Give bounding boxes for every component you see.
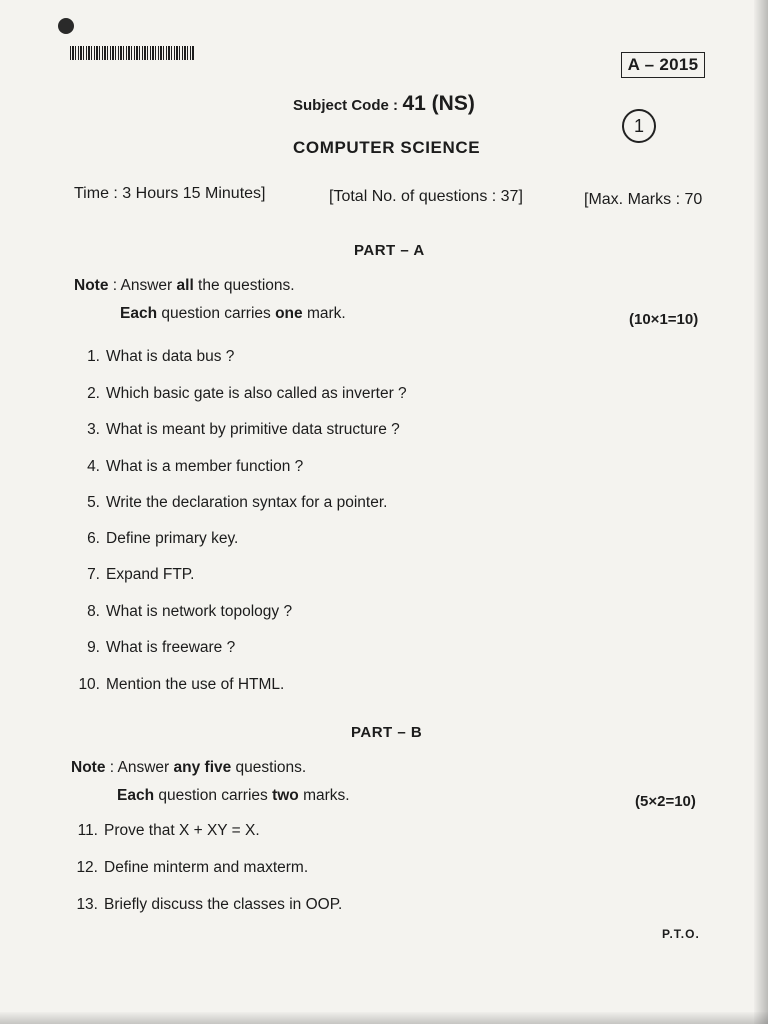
question-item xyxy=(70,822,260,840)
question-text: Expand FTP. xyxy=(106,566,195,583)
note-text: the questions. xyxy=(193,277,295,294)
question-item xyxy=(72,566,194,584)
question-item xyxy=(72,385,407,403)
question-text: What is freeware ? xyxy=(106,639,236,656)
note-emphasis: any five xyxy=(173,759,232,776)
question-text: Define minterm and maxterm. xyxy=(104,859,309,876)
scan-edge-bottom xyxy=(0,1012,768,1024)
question-number: 1. xyxy=(87,348,100,365)
time-info: Time : 3 Hours 15 Minutes] xyxy=(74,185,266,202)
question-number: 2. xyxy=(87,385,100,402)
question-item xyxy=(72,530,238,548)
part-a-note-line1 xyxy=(74,277,295,295)
question-item xyxy=(72,421,400,439)
question-item xyxy=(72,348,234,366)
note-text: : Answer xyxy=(105,759,174,776)
note-text: questions. xyxy=(231,759,307,776)
note-text: question carries xyxy=(157,305,276,322)
part-a-marks: (10×1=10) xyxy=(629,311,699,328)
pto-label: P.T.O. xyxy=(662,927,700,941)
barcode xyxy=(70,46,195,60)
note-emphasis: one xyxy=(275,305,303,322)
question-item xyxy=(72,676,284,694)
question-item xyxy=(70,896,342,914)
punch-hole xyxy=(58,18,74,34)
question-number: 12. xyxy=(76,859,98,876)
question-text: Define primary key. xyxy=(106,530,239,547)
total-questions-info: [Total No. of questions : 37] xyxy=(329,188,523,205)
question-number: 4. xyxy=(87,458,100,475)
note-emphasis: Each xyxy=(117,787,155,804)
note-emphasis: Each xyxy=(120,305,158,322)
note-text: : Answer xyxy=(108,277,177,294)
note-emphasis: two xyxy=(272,787,299,804)
question-text: What is meant by primitive data structure ? xyxy=(106,421,400,438)
note-text: question carries xyxy=(154,787,273,804)
question-item xyxy=(72,603,292,621)
question-text: What is data bus ? xyxy=(106,348,235,365)
max-marks-info: [Max. Marks : 70 xyxy=(584,191,703,208)
page-number-circled: 1 xyxy=(622,109,656,143)
note-emphasis: all xyxy=(176,277,194,294)
subject-code-label: Subject Code : xyxy=(293,97,399,114)
question-number: 9. xyxy=(87,639,100,656)
question-number: 6. xyxy=(87,530,100,547)
question-number: 8. xyxy=(87,603,100,620)
question-item xyxy=(72,639,235,657)
question-item xyxy=(72,458,303,476)
part-b-marks: (5×2=10) xyxy=(635,793,696,810)
part-b-title: PART – B xyxy=(351,724,423,741)
question-number: 7. xyxy=(87,566,100,583)
question-text: Mention the use of HTML. xyxy=(106,676,285,693)
question-text: Briefly discuss the classes in OOP. xyxy=(104,896,343,913)
note-label: Note xyxy=(74,277,109,294)
question-number: 11. xyxy=(77,822,98,839)
question-text: Write the declaration syntax for a pointer. xyxy=(106,494,388,511)
part-b-note-line1 xyxy=(71,759,306,777)
question-text: What is network topology ? xyxy=(106,603,293,620)
question-text: What is a member function ? xyxy=(106,458,304,475)
scan-edge-right xyxy=(754,0,768,1024)
question-number: 5. xyxy=(87,494,100,511)
question-number: 13. xyxy=(76,896,98,913)
exam-code-box: A – 2015 xyxy=(621,52,705,78)
subject-code xyxy=(293,92,475,116)
part-a-title: PART – A xyxy=(354,242,425,259)
part-a-note-line2 xyxy=(120,305,346,323)
subject-code-value: 41 (NS) xyxy=(402,92,475,115)
note-label: Note xyxy=(71,759,106,776)
note-text: mark. xyxy=(302,305,346,322)
note-text: marks. xyxy=(298,787,350,804)
part-b-note-line2 xyxy=(117,787,350,805)
question-item xyxy=(70,859,308,877)
question-number: 10. xyxy=(78,676,100,693)
question-item xyxy=(72,494,387,512)
question-number: 3. xyxy=(87,421,100,438)
question-text: Which basic gate is also called as inverter ? xyxy=(106,385,407,402)
subject-title: COMPUTER SCIENCE xyxy=(293,138,481,157)
question-text: Prove that X + XY = X. xyxy=(104,822,260,839)
